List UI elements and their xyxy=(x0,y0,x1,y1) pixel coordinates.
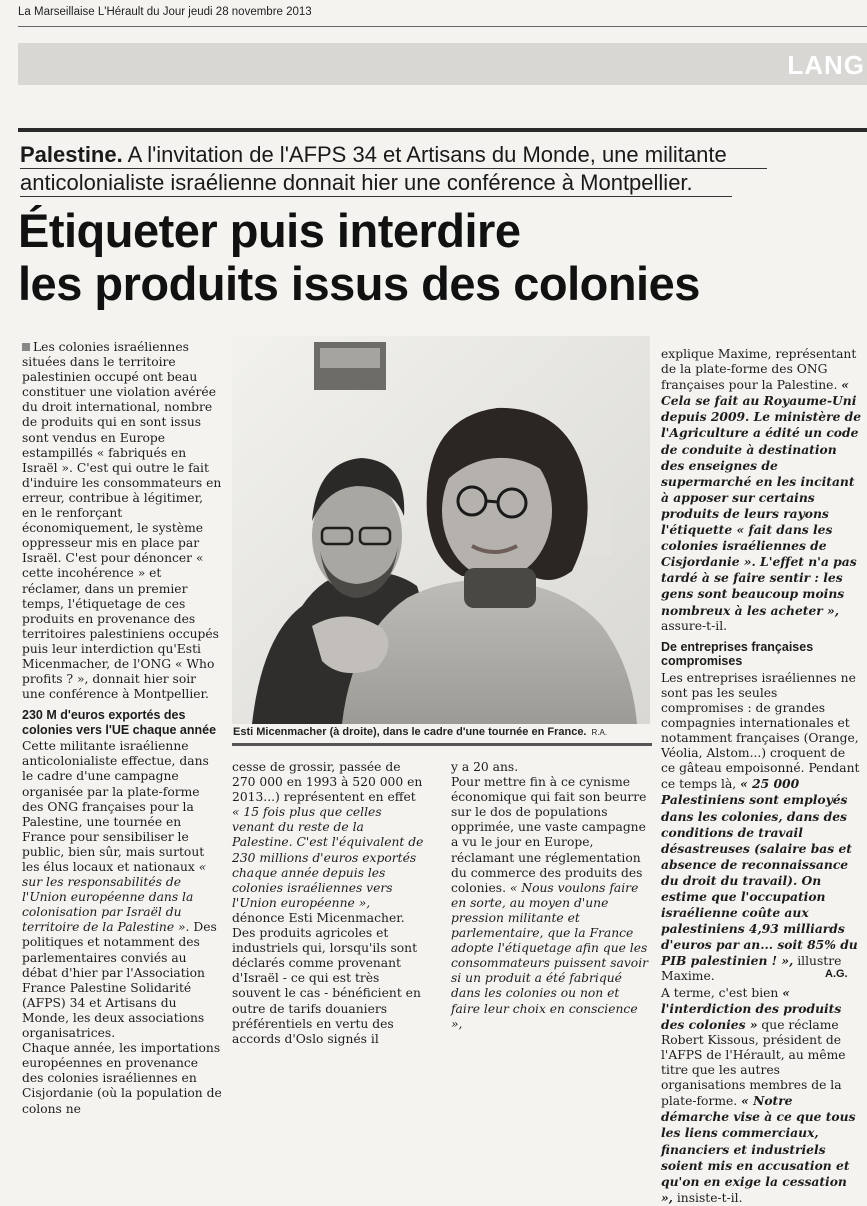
author-signature: A.G. xyxy=(825,968,848,980)
kicker-underline xyxy=(20,196,732,197)
subheading: De entreprises françaises compromises xyxy=(661,639,814,669)
photo-caption: Esti Micenmacher (à droite), dans le cadre d'une tournée en France. R.A. xyxy=(233,726,608,738)
kicker-line-1: Palestine. A l'invitation de l'AFPS 34 et Artisans du Monde, une militante xyxy=(20,142,727,167)
article-photo xyxy=(232,336,650,724)
paragraph: A terme, c'est bien « l'interdiction des produits des colonies » que réclame Robert Kissous, président de l'AFPS de l'Hérault, au même titre que les autres organisations membres de la plate-forme. « Notre démarche vise à ce que tous les liens commerciaux, financiers et industriels soient mis en accusation et qu'on en exige la cessation », insiste-t-il. xyxy=(661,984,856,1205)
article-column-2 xyxy=(232,760,424,1046)
header-rule xyxy=(18,26,867,27)
headline-line-2: les produits issus des colonies xyxy=(18,257,700,310)
article-column-4 xyxy=(661,347,862,1205)
paragraph-square-icon xyxy=(22,343,30,351)
paragraph: Chaque année, les importations européennes en provenance des colonies israéliennes en Cisjordanie (où la population de colons ne xyxy=(22,1041,222,1116)
section-label: LANG xyxy=(787,50,865,80)
article-column-3 xyxy=(451,760,651,1031)
photo-credit: R.A. xyxy=(591,728,608,737)
kicker-line-2: anticolonialiste israélienne donnait hier une conférence à Montpellier. xyxy=(20,170,693,195)
article-top-rule xyxy=(18,128,867,132)
section-band xyxy=(18,43,867,85)
page-folio: La Marseillaise L'Hérault du Jour jeudi 28 novembre 2013 xyxy=(18,6,312,18)
headline-line-1: Étiqueter puis interdire xyxy=(18,204,521,257)
kicker-topic: Palestine. xyxy=(20,142,123,167)
photo-image xyxy=(232,336,650,724)
article-column-1 xyxy=(22,340,222,1116)
paragraph: cesse de grossir, passée de 270 000 en 1993 à 520 000 en 2013...) représentent en effet « 15 fois plus que celles venant du reste de la Palestine. C'est l'équivalent de 230 millions d'euros exportés chaque année depuis les colonies israéliennes vers l'Union européenne », dénonce Esti Micenmacher. Des produits agricoles et industriels qui, lorsqu'ils sont déclarés comme provenant d'Israël - ce qui est très souvent le cas - bénéficient en outre de tarifs douaniers préférentiels en vertu des accords d'Oslo signés il xyxy=(232,760,424,1046)
paragraph: y a 20 ans. xyxy=(451,760,519,774)
paragraph: Pour mettre fin à ce cynisme économique qui fait son beurre sur le dos de populations opprimée, une vaste campagne a vu le jour en Europe, réclamant une réglementation du commerce des produits des colonies. « Nous voulons faire en sorte, au moyen d'une pression militante et parlementaire, que la France adopte l'étiquetage afin que les consommateurs puissent savoir si un produit a été fabriqué dans les colonies ou non et faire leur choix en conscience », xyxy=(451,775,649,1031)
subheading: 230 M d'euros exportés des colonies vers l'UE chaque année xyxy=(22,708,217,737)
paragraph: Cette militante israélienne anticolonialiste effectue, dans le cadre d'une campagne organisée par la plate-forme des ONG françaises pour la Palestine, une tournée en France pour sensibiliser le public, bien sûr, mais surtout les élus locaux et nationaux « sur les responsabilités de l'Union européenne dans la colonisation par Israël du territoire de la Palestine ». Des politiques et notamment des parlementaires conviés au débat d'hier par l'Association France Palestine Solidarité (AFPS) 34 et Artisans du Monde, les deux associations organisatrices. xyxy=(22,739,217,1041)
caption-rule xyxy=(232,743,652,746)
paragraph: Les entreprises israéliennes ne sont pas les seules compromises : de grandes compagnies internationales et notamment françaises (Orange, Véolia, Alstom...) croquent de ce gâteau empoisonné. Pendant ce temps là, « 25 000 Palestiniens sont employés dans les colonies, dans des conditions de travail désastreuses (salaire bas et absence de reconnaissance du droit du travail). On estime que l'occupation israélienne coûte aux palestiniens 4,93 milliards d'euros par an... soit 85% du PIB palestinien ! », illustre Maxime. xyxy=(661,670,860,984)
paragraph: explique Maxime, représentant de la plate-forme des ONG françaises pour la Palestine. « Cela se fait au Royaume-Uni depuis 2009. Le ministère de l'Agriculture a édité un code de conduite à destination des enseignes de supermarché en les incitant à apposer sur certains produits de leurs rayons l'étiquette « fait dans les colonies israéliennes de Cisjordanie ». L'effet n'a pas tardé à se faire sentir : les gens sont beaucoup moins nombreux à les acheter », assure-t-il. xyxy=(661,347,862,633)
lead-paragraph: Les colonies israéliennes situées dans le territoire palestinien occupé ont beau constituer une violation avérée du droit international, nombre de produits qui en sont issus sont vendus en Europe estampillés « fabriqués en Israël ». C'est qui outre le fait d'induire les consommateurs en erreur, contribue à légitimer, en le renforçant économiquement, le système oppresseur mis en place par Israël. C'est pour dénoncer « cette incohérence » et réclamer, dans un premier temps, l'étiquetage de ces produits en provenance des territoires palestiniens occupés puis leur interdiction qu'Esti Micenmacher, de l'ONG « Who profits ? », donnait hier soir une conférence à Montpellier. xyxy=(22,340,222,702)
